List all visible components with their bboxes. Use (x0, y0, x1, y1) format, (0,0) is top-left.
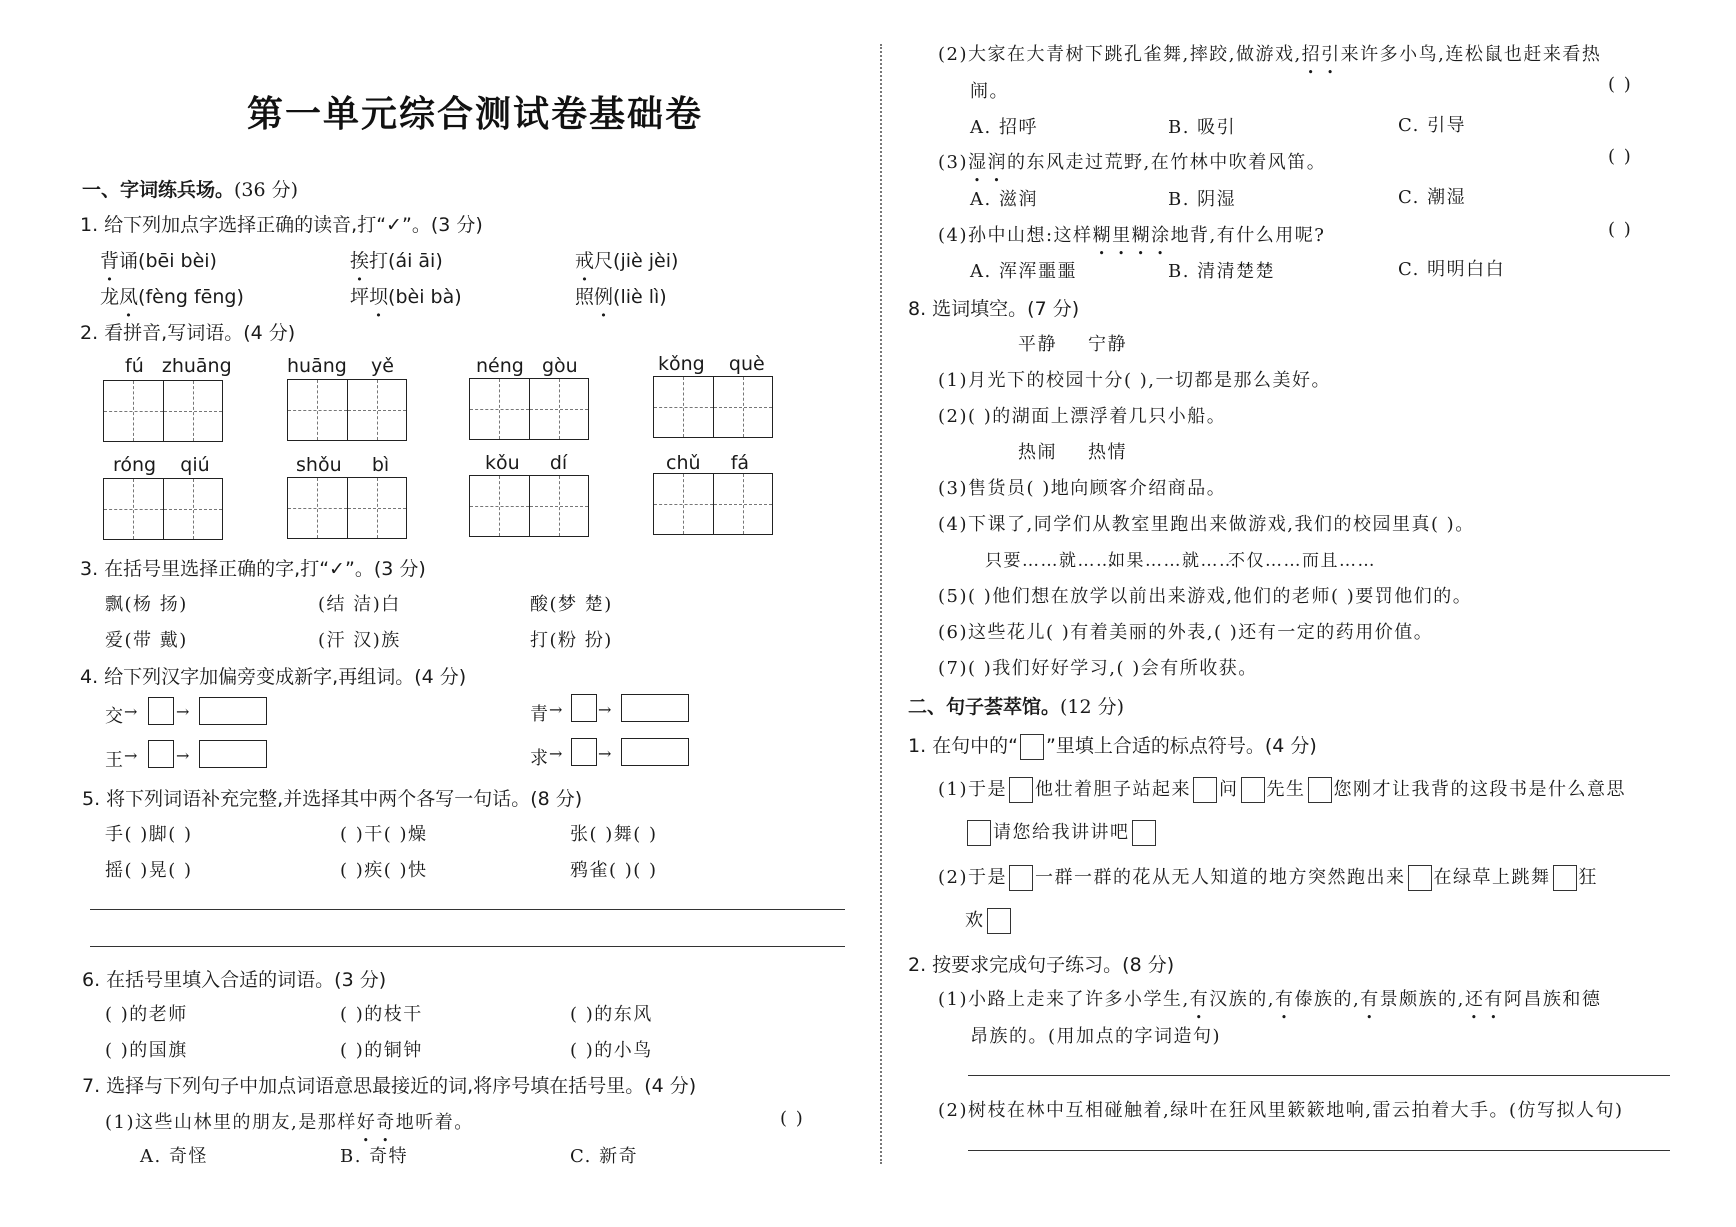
arrow-icon: → (549, 744, 563, 763)
arrow-icon: → (176, 702, 190, 721)
q3-item[interactable]: 打(粉 扮) (530, 630, 613, 651)
option-b[interactable]: B. 奇特 (340, 1146, 409, 1167)
section-1-title: 一、字词练兵场。 (82, 179, 235, 201)
word-choice: 只要……就…… (985, 551, 1115, 571)
pinyin-label: néng gòu (476, 355, 578, 377)
answer-blank[interactable]: ( ) (1608, 74, 1633, 95)
option-b[interactable]: B. 清清楚楚 (1168, 261, 1276, 282)
q6-item[interactable]: ( )的小鸟 (570, 1040, 653, 1061)
pinyin-label: huāng yě (287, 355, 394, 377)
word-box[interactable] (621, 738, 689, 766)
q3-item[interactable]: (结 洁)白 (318, 594, 401, 615)
pinyin-label: chǔ fá (666, 452, 750, 474)
word-box[interactable] (199, 697, 267, 725)
radical-box[interactable] (571, 738, 597, 766)
q6-item[interactable]: ( )的国旗 (105, 1040, 188, 1061)
option-c[interactable]: C. 引导 (1398, 115, 1467, 136)
answer-line[interactable] (968, 1075, 1670, 1076)
writing-grid[interactable] (103, 380, 223, 442)
q4-char: 王 (105, 750, 125, 771)
punct-box[interactable] (1408, 865, 1432, 891)
q4-prompt: 4. 给下列汉字加偏旁变成新字,再组词。(4 分) (80, 666, 467, 688)
q8-item[interactable]: (1)月光下的校园十分( ),一切都是那么美好。 (938, 370, 1331, 391)
q5-item[interactable]: ( )干( )燥 (340, 824, 428, 845)
punct-box[interactable] (967, 820, 991, 846)
arrow-icon: → (598, 700, 612, 719)
writing-grid[interactable] (469, 475, 589, 537)
q8-item[interactable]: (4)下课了,同学们从教室里跑出来做游戏,我们的校园里真( )。 (938, 514, 1475, 535)
page-title: 第一单元综合测试卷基础卷 (246, 94, 703, 135)
q5-item[interactable]: 手( )脚( ) (105, 824, 193, 845)
q7-sentence-1: (1)这些山林里的朋友,是那样好奇地听着。 (105, 1112, 474, 1133)
q7-sentence-4: (4)孙中山想:这样糊里糊涂地背,有什么用呢? (938, 225, 1326, 246)
punct-box[interactable] (1308, 777, 1332, 803)
word-choice: 平静 (1018, 334, 1057, 355)
section-2-title: 二、句子荟萃馆。 (908, 696, 1061, 718)
option-a[interactable]: A. 滋润 (970, 189, 1038, 210)
q4-char: 求 (530, 748, 550, 769)
q8-item[interactable]: (5)( )他们想在放学以前出来游戏,他们的老师( )要罚他们的。 (938, 586, 1473, 607)
q1-item-4[interactable]: 龙凤(fèng fēng) (100, 286, 244, 308)
punct-box[interactable] (1132, 820, 1156, 846)
column-divider (880, 44, 882, 1164)
arrow-icon: → (176, 746, 190, 765)
pinyin-label: shǒu bì (296, 454, 390, 476)
writing-grid[interactable] (469, 378, 589, 440)
p2-q2-sentence-1: (1)小路上走来了许多小学生,有汉族的,有傣族的,有景颇族的,还有阿昌族和德 (938, 989, 1602, 1010)
word-choice: 不仅……而且…… (1228, 551, 1376, 571)
q3-item[interactable]: 酸(梦 楚) (530, 594, 613, 615)
q3-item[interactable]: 爱(带 戴) (105, 630, 188, 651)
section-1-points: (36 分) (234, 179, 299, 201)
word-box[interactable] (621, 694, 689, 722)
writing-grid[interactable] (653, 473, 773, 535)
q4-char: 青 (530, 704, 550, 725)
answer-line[interactable] (90, 909, 845, 910)
word-choice: 热情 (1088, 442, 1127, 463)
word-choice: 如果……就…… (1108, 551, 1238, 571)
q5-item[interactable]: ( )疾( )快 (340, 860, 428, 881)
arrow-icon: → (549, 700, 563, 719)
option-a[interactable]: A. 招呼 (970, 117, 1038, 138)
punct-box[interactable] (1241, 777, 1265, 803)
radical-box[interactable] (148, 697, 174, 725)
q1-item-1[interactable]: 背诵(bēi bèi) (100, 250, 217, 272)
arrow-icon: → (598, 744, 612, 763)
writing-grid[interactable] (287, 477, 407, 539)
option-b[interactable]: B. 阴湿 (1168, 189, 1237, 210)
word-choice: 热闹 (1018, 442, 1057, 463)
pinyin-label: kǒng què (658, 353, 765, 375)
q3-prompt: 3. 在括号里选择正确的字,打“✓”。(3 分) (80, 558, 426, 580)
q5-item[interactable]: 鸦雀( )( ) (570, 860, 658, 881)
answer-blank[interactable]: ( ) (1608, 146, 1633, 167)
radical-box[interactable] (148, 740, 174, 768)
writing-grid[interactable] (653, 376, 773, 438)
q4-char: 交 (105, 706, 125, 727)
arrow-icon: → (124, 702, 138, 721)
option-b[interactable]: B. 吸引 (1168, 117, 1237, 138)
q6-item[interactable]: ( )的老师 (105, 1004, 188, 1025)
pinyin-label: róng qiú (113, 454, 210, 476)
pinyin-label: fú zhuāng (125, 355, 232, 377)
q5-prompt: 5. 将下列词语补充完整,并选择其中两个各写一句话。(8 分) (82, 788, 583, 810)
punct-box[interactable] (1193, 777, 1217, 803)
answer-blank[interactable]: ( ) (780, 1108, 805, 1129)
q5-item[interactable]: 张( )舞( ) (570, 824, 658, 845)
arrow-icon: → (124, 746, 138, 765)
punct-box[interactable] (1009, 865, 1033, 891)
q8-item[interactable]: (6)这些花儿( )有着美丽的外表,( )还有一定的药用价值。 (938, 622, 1434, 643)
p2-q1-sentence-1: (1)于是 他壮着胆子站起来 问 先生 您刚才让我背的这段书是什么意思 (938, 775, 1626, 803)
punct-box[interactable] (1009, 777, 1033, 803)
q7-prompt: 7. 选择与下列句子中加点词语意思最接近的词,将序号填在括号里。(4 分) (82, 1075, 697, 1097)
p2-q1-sentence-2-cont: 欢 (965, 906, 1013, 934)
punct-box[interactable] (987, 908, 1011, 934)
q8-item[interactable]: (2)( )的湖面上漂浮着几只小船。 (938, 406, 1227, 427)
p2-q1-prompt: 1. 在句中的“ ”里填上合适的标点符号。(4 分) (908, 731, 1317, 760)
answer-line[interactable] (968, 1150, 1670, 1151)
q1-item-3[interactable]: 戒尺(jiè jèi) (575, 250, 679, 272)
q6-item[interactable]: ( )的枝干 (340, 1004, 423, 1025)
q8-prompt: 8. 选词填空。(7 分) (908, 298, 1080, 320)
q2-prompt: 2. 看拼音,写词语。(4 分) (80, 322, 296, 344)
q5-item[interactable]: 摇( )晃( ) (105, 860, 193, 881)
q1-item-2[interactable]: 挨打(ái āi) (350, 250, 443, 272)
word-choice: 宁静 (1088, 334, 1127, 355)
option-a[interactable]: A. 浑浑噩噩 (970, 261, 1077, 282)
q8-item[interactable]: (3)售货员( )地向顾客介绍商品。 (938, 478, 1227, 499)
section-1-heading (82, 175, 298, 202)
q7-sentence-3: (3)湿润的东风走过荒野,在竹林中吹着风笛。 (938, 152, 1327, 173)
word-box[interactable] (199, 740, 267, 768)
option-c[interactable]: C. 潮湿 (1398, 187, 1467, 208)
answer-line[interactable] (90, 946, 845, 947)
punct-box[interactable] (1553, 865, 1577, 891)
section-2-heading (908, 692, 1124, 719)
q6-item[interactable]: ( )的东风 (570, 1004, 653, 1025)
q3-item[interactable]: 飘(杨 扬) (105, 594, 188, 615)
q3-item[interactable]: (汗 汉)族 (318, 630, 401, 651)
option-c[interactable]: C. 明明白白 (1398, 259, 1506, 280)
q1-prompt: 1. 给下列加点字选择正确的读音,打“✓”。(3 分) (80, 214, 483, 236)
writing-grid[interactable] (103, 478, 223, 540)
p2-q1-sentence-1-cont: 请您给我讲讲吧 (965, 818, 1158, 846)
punct-box-sample (1020, 734, 1044, 760)
q6-item[interactable]: ( )的铜钟 (340, 1040, 423, 1061)
q7-sentence-2: (2)大家在大青树下跳孔雀舞,摔跤,做游戏,招引来许多小鸟,连松鼠也赶来看热 (938, 44, 1602, 65)
section-2-points: (12 分) (1060, 696, 1125, 718)
p2-q1-sentence-2: (2)于是 一群一群的花从无人知道的地方突然跑出来 在绿草上跳舞 狂 (938, 863, 1598, 891)
q1-item-6[interactable]: 照例(liè lì) (575, 286, 667, 308)
p2-q2-sentence-2: (2)树枝在林中互相碰触着,绿叶在狂风里簌簌地响,雷云拍着大手。(仿写拟人句) (938, 1100, 1624, 1121)
radical-box[interactable] (571, 694, 597, 722)
answer-blank[interactable]: ( ) (1608, 219, 1633, 240)
writing-grid[interactable] (287, 379, 407, 441)
q7-sentence-2-cont: 闹。 (970, 81, 1009, 102)
option-c[interactable]: C. 新奇 (570, 1146, 639, 1167)
q8-item[interactable]: (7)( )我们好好学习,( )会有所收获。 (938, 658, 1258, 679)
p2-q2-sentence-1-cont: 昂族的。(用加点的字词造句) (970, 1026, 1222, 1047)
pinyin-label: kǒu dí (485, 452, 568, 474)
p2-q2-prompt: 2. 按要求完成句子练习。(8 分) (908, 954, 1175, 976)
q6-prompt: 6. 在括号里填入合适的词语。(3 分) (82, 969, 387, 991)
option-a[interactable]: A. 奇怪 (140, 1146, 208, 1167)
q1-item-5[interactable]: 坪坝(bèi bà) (350, 286, 462, 308)
